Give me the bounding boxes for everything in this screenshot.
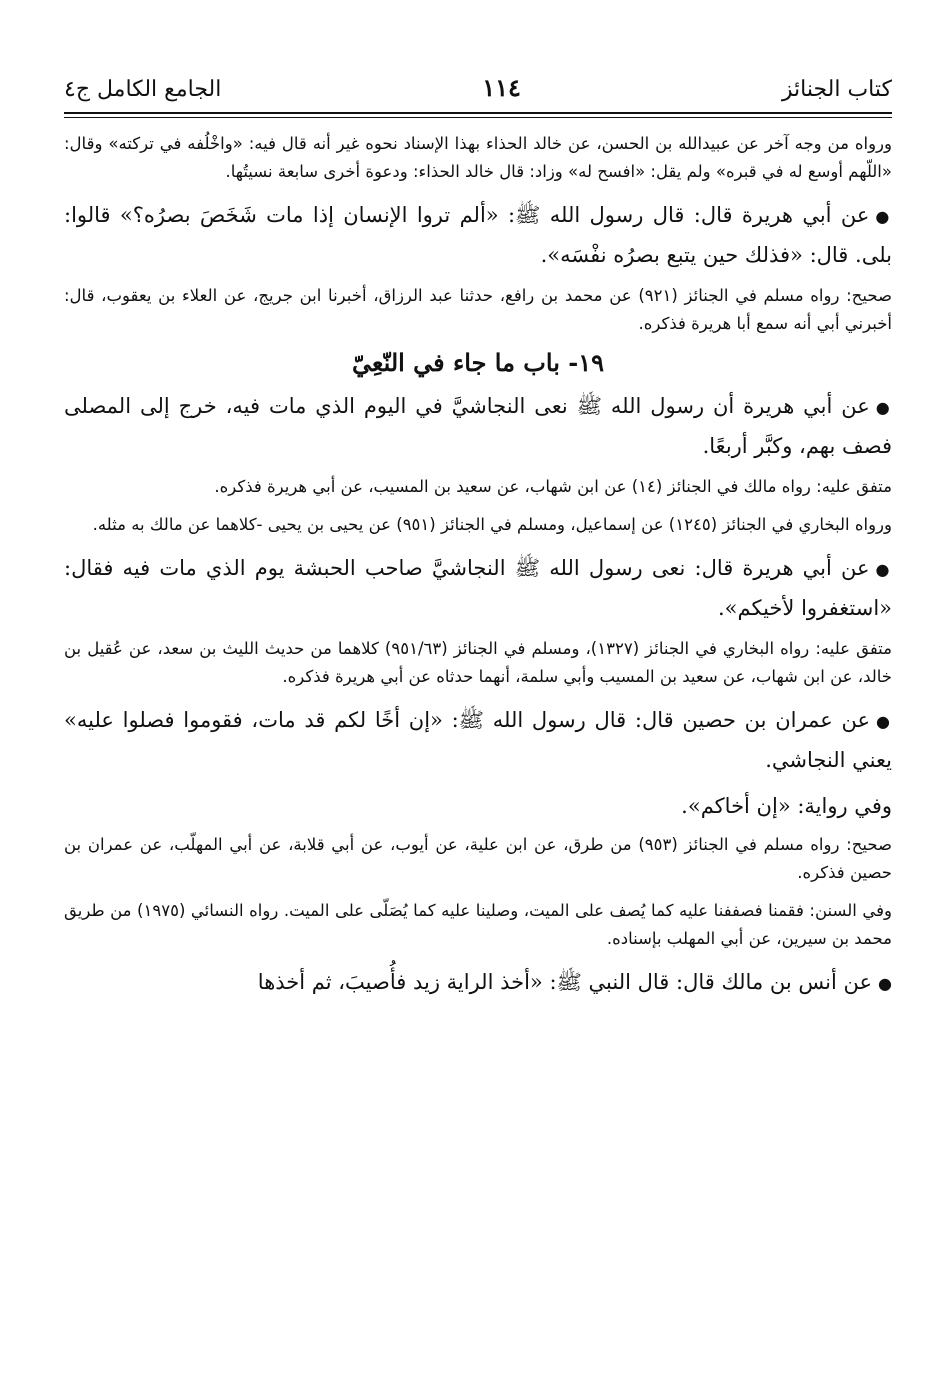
- block-text: عن عمران بن حصين قال: قال رسول الله ﷺ: «إن أخًا لكم قد مات، فقوموا فصلوا عليه» يعني النجاشي.: [64, 708, 892, 772]
- hadith-paragraph: [64, 963, 892, 1003]
- hadith-paragraph: [64, 701, 892, 779]
- block-text: صحيح: رواه مسلم في الجنائز (٩٢١) عن محمد بن رافع، حدثنا عبد الرزاق، أخبرنا ابن جريج، عن العلاء بن يعقوب، قال: أخبرني أبي أنه سمع أبا هريرة فذكره.: [64, 286, 892, 333]
- block-text: عن أبي هريرة أن رسول الله ﷺ نعى النجاشيَّ في اليوم الذي مات فيه، خرج إلى المصلى فصف بهم، وكبَّر أربعًا.: [64, 394, 892, 458]
- takhrij-note: [64, 130, 892, 186]
- takhrij-note: [64, 831, 892, 887]
- block-text: متفق عليه: رواه مالك في الجنائز (١٤) عن ابن شهاب، عن سعيد بن المسيب، عن أبي هريرة فذكره.: [214, 477, 892, 496]
- book-volume-title: الجامع الكامل ج٤: [64, 77, 222, 102]
- header-rule-thin: [64, 117, 892, 118]
- block-text: ورواه من وجه آخر عن عبيدالله بن الحسن، عن خالد الحذاء بهذا الإسناد نحوه غير أنه قال فيه: «واخْلُفه في تركته» وقال: «اللّهم أوسع له في قبره» ولم يقل: «افسح له» وزاد: قال خالد الحذاء: ودعوة أخرى سابعة نسيتُها.: [64, 134, 892, 181]
- chapter-title: [64, 348, 892, 377]
- block-text: عن أبي هريرة قال: قال رسول الله ﷺ: «ألم تروا الإنسان إذا مات شَخَصَ بصرُه؟» قالوا: بلى. قال: «فذلك حين يتبع بصرُه نفْسَه».: [64, 203, 892, 267]
- bullet-icon: ●: [878, 974, 892, 993]
- bullet-icon: ●: [875, 712, 892, 731]
- book-section-title: كتاب الجنائز: [781, 77, 892, 102]
- hadith-paragraph: [64, 549, 892, 627]
- takhrij-note: [64, 897, 892, 953]
- block-text: ١٩- باب ما جاء في النّعِيّ: [352, 348, 604, 377]
- narration-line: [64, 787, 892, 825]
- block-text: وفي رواية: «إن أخاكم».: [681, 794, 892, 818]
- takhrij-note: [64, 635, 892, 691]
- takhrij-note: [64, 473, 892, 501]
- block-text: ورواه البخاري في الجنائز (١٢٤٥) عن إسماعيل، ومسلم في الجنائز (٩٥١) عن يحيى بن يحيى -كلاهما عن مالك به مثله.: [92, 515, 892, 534]
- block-text: صحيح: رواه مسلم في الجنائز (٩٥٣) من طرق، عن ابن علية، عن أيوب، عن أبي قلابة، عن أبي المهلّب، عن عمران بن حصين فذكره.: [64, 835, 892, 882]
- bullet-icon: ●: [875, 398, 892, 417]
- header-rule-thick: [64, 112, 892, 114]
- block-text: وفي السنن: فقمنا فصففنا عليه كما يُصف على الميت، وصلينا عليه كما يُصَلّى على الميت. رواه النسائي (١٩٧٥) من طريق محمد بن سيرين، عن أبي المهلب بإسناده.: [64, 901, 892, 948]
- hadith-paragraph: [64, 196, 892, 274]
- page-number: ١١٤: [482, 73, 521, 102]
- hadith-paragraph: [64, 387, 892, 465]
- page-body: [64, 130, 892, 1003]
- takhrij-note: [64, 511, 892, 539]
- block-text: عن أنس بن مالك قال: قال النبي ﷺ: «أخذ الراية زيد فأُصيبَ، ثم أخذها: [257, 970, 873, 994]
- block-text: متفق عليه: رواه البخاري في الجنائز (١٣٢٧)، ومسلم في الجنائز (٩٥١/٦٣) كلاهما من حديث الليث بن سعد، عن عُقيل بن خالد، عن ابن شهاب، عن سعيد بن المسيب وأبي سلمة، أنهما حدثاه عن أبي هريرة فذكره.: [64, 639, 892, 686]
- bullet-icon: ●: [875, 560, 892, 579]
- page-header: [64, 62, 892, 102]
- block-text: عن أبي هريرة قال: نعى رسول الله ﷺ النجاشيَّ صاحب الحبشة يوم الذي مات فيه فقال: «استغفروا لأخيكم».: [64, 556, 892, 620]
- takhrij-note: [64, 282, 892, 338]
- bullet-icon: ●: [875, 207, 893, 226]
